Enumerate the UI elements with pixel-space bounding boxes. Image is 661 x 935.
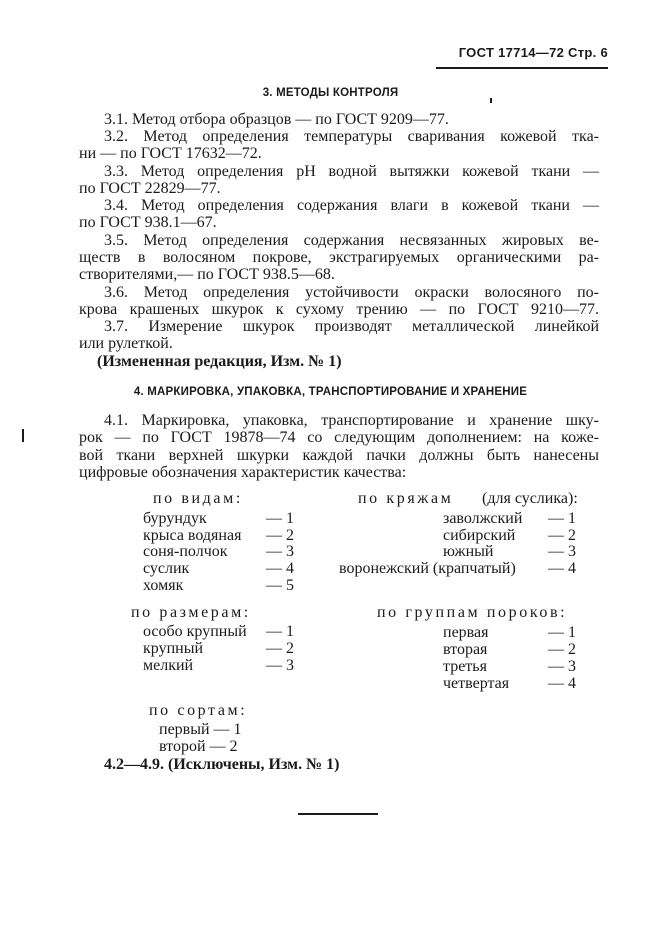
text-line: по ГОСТ 938.1—67.	[79, 214, 217, 231]
list-item-name: крупный	[143, 640, 203, 657]
text-line: 4.1. Маркировка, упаковка, транспортирование и хранение шку-	[104, 412, 599, 429]
list-item: первый — 1	[159, 721, 242, 738]
text-line: ни — по ГОСТ 17632—72.	[79, 145, 262, 162]
list-item-name: третья	[443, 658, 487, 675]
section-3-title: 3. МЕТОДЫ КОНТРОЛЯ	[262, 87, 399, 99]
list-item-code: — 1	[266, 510, 294, 527]
margin-mark	[22, 429, 24, 442]
list-item-name: суслик	[143, 560, 190, 577]
text-line: рок — по ГОСТ 19878—74 со следующим дополнением: на коже-	[79, 429, 599, 446]
list-item-code: — 1	[548, 624, 576, 641]
text-line: 3.4. Метод определения содержания влаги в кожевой ткани —	[104, 197, 599, 214]
text-line: вой ткани верхней шкурки каждой пачки должны быть нанесены	[79, 447, 599, 464]
text-line: крова крашеных шкурок к сухому трению — по ГОСТ 9210—77.	[79, 301, 599, 318]
list-item-name: четвертая	[443, 675, 510, 692]
list-item-code: — 3	[266, 657, 294, 674]
list-item-name: южный	[443, 543, 494, 560]
list-item-name: мелкий	[143, 657, 194, 674]
list-item-code: — 3	[548, 543, 576, 560]
list-item-name: заволжский	[443, 510, 523, 527]
end-rule	[298, 813, 378, 815]
text-line: 3.1. Метод отбора образцов — по ГОСТ 9209—77.	[104, 111, 449, 128]
amendment-note: (Измененная редакция, Изм. № 1)	[97, 353, 342, 370]
list-item-code: — 2	[548, 641, 576, 658]
text-line: створителями,— по ГОСТ 938.5—68.	[79, 266, 335, 283]
by-size-heading: по размерам:	[131, 604, 251, 621]
list-item-code: — 2	[266, 640, 294, 657]
by-type-heading: по видам:	[153, 490, 243, 507]
list-item-name: первая	[443, 624, 489, 641]
text-line: 3.3. Метод определения pH водной вытяжки кожевой ткани —	[104, 163, 599, 180]
list-item-code: — 1	[266, 623, 294, 640]
list-item-name: бурундук	[143, 510, 207, 527]
list-item-name: сибирский	[443, 527, 516, 544]
by-defects-heading: по группам пороков:	[377, 604, 568, 621]
list-item-code: — 2	[548, 527, 576, 544]
header-rule	[436, 67, 608, 69]
section-4-title: 4. МАРКИРОВКА, УПАКОВКА, ТРАНСПОРТИРОВАНИЕ И ХРАНЕНИЕ	[133, 386, 528, 398]
list-item-code: — 2	[266, 527, 294, 544]
list-item-name: хомяк	[143, 577, 184, 594]
list-item-name: соня-полчок	[143, 543, 228, 560]
list-item-code: — 3	[266, 543, 294, 560]
list-item-code: — 4	[266, 560, 294, 577]
by-kryazh-heading-note: (для суслика):	[482, 490, 578, 507]
list-item: второй — 2	[159, 738, 238, 755]
text-line: по ГОСТ 22829—77.	[79, 180, 221, 197]
page-header: ГОСТ 17714—72 Стр. 6	[458, 45, 608, 60]
list-item-name: воронежский (крапчатый)	[339, 560, 516, 577]
excluded-note: 4.2—4.9. (Исключены, Изм. № 1)	[104, 756, 340, 773]
list-item-name: крыса водяная	[143, 527, 242, 544]
list-item-code: — 5	[266, 577, 294, 594]
text-line: ществ в волосяном покрове, экстрагируемых органическими ра-	[79, 249, 599, 266]
list-item-name: особо крупный	[143, 623, 247, 640]
text-line: 3.6. Метод определения устойчивости окраски волосяного по-	[104, 284, 599, 301]
list-item-code: — 3	[548, 658, 576, 675]
list-item-code: — 4	[548, 675, 576, 692]
text-line: цифровые обозначения характеристик качества:	[79, 464, 407, 481]
text-line: или рулеткой.	[79, 335, 173, 352]
list-item-code: — 1	[548, 510, 576, 527]
list-item-code: — 4	[548, 560, 576, 577]
text-line: 3.2. Метод определения температуры сваривания кожевой тка-	[104, 128, 599, 145]
list-item-name: вторая	[443, 641, 488, 658]
text-line: 3.7. Измерение шкурок производят металлической линейкой	[104, 318, 599, 335]
text-line: 3.5. Метод определения содержания несвязанных жировых ве-	[104, 232, 599, 249]
by-kryazh-heading: по кряжам	[358, 490, 454, 507]
by-grade-heading: по сортам:	[149, 702, 248, 719]
